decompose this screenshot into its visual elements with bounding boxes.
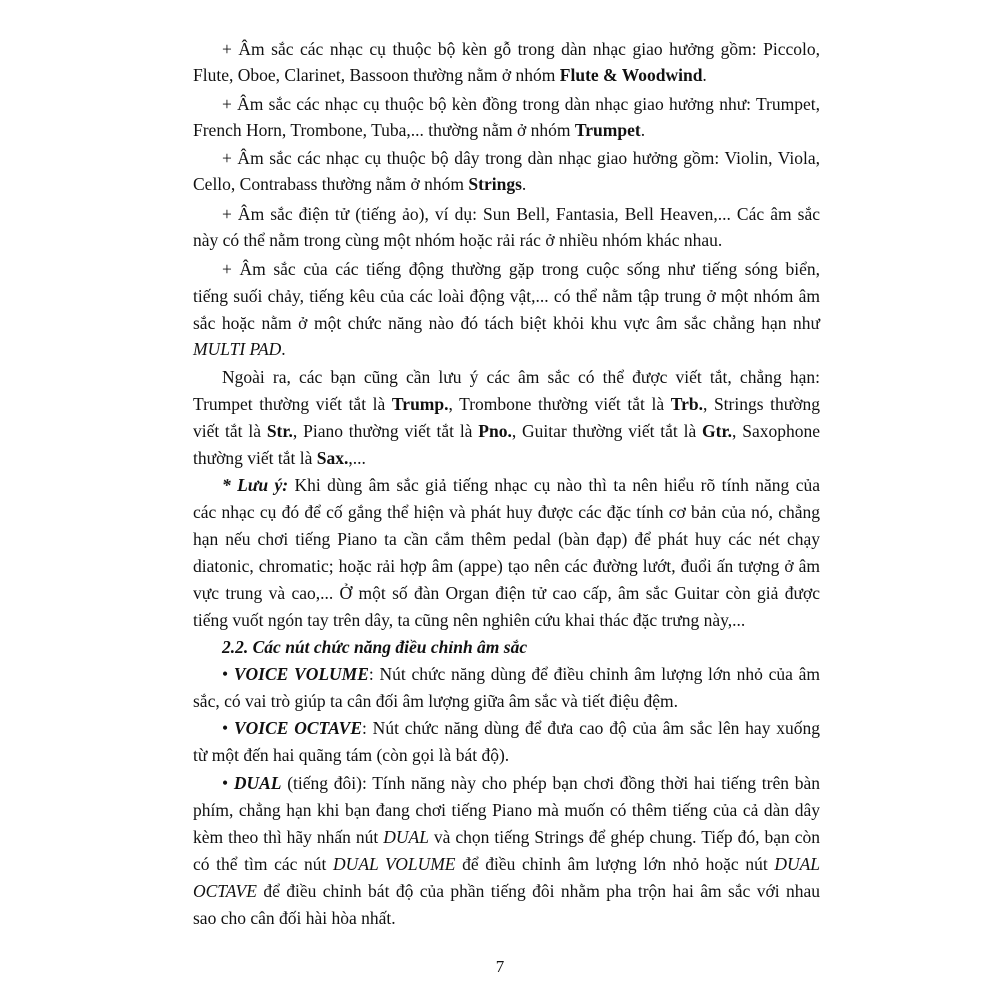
voice-volume-line-1 [222, 661, 820, 687]
bullet-dot: • [222, 664, 234, 684]
effects-bullet-line-3 [193, 310, 820, 336]
dual-line-1 [222, 770, 820, 796]
text-span: . [640, 120, 646, 140]
text-span: + Âm sắc các nhạc cụ thuộc bộ kèn gỗ trong dàn nhạc giao hưởng gồm: Piccolo, [222, 39, 820, 59]
text-span: sao cho cân đối hài hòa nhất. [193, 908, 396, 928]
note-label: * Lưu ý: [222, 475, 289, 495]
bold-term: Gtr. [702, 421, 733, 441]
text-span: tiếng suối chảy, tiếng kêu của các loài động vật,... có thể nằm tập trung ở một nhóm âm [193, 286, 820, 306]
dual-line-2 [193, 797, 820, 823]
text-span: Ngoài ra, các bạn cũng cần lưu ý các âm sắc có thể được viết tắt, chẳng hạn: [222, 367, 820, 387]
text-span: diatonic, chromatic; hoặc rải hợp âm (appe) tạo nên các đường lướt, đuổi ấn tượng ở âm [193, 556, 820, 576]
electronic-bullet-line-1 [222, 201, 820, 227]
strings-bullet-line-1 [222, 145, 820, 171]
dual-line-3 [193, 824, 820, 850]
italic-term: MULTI PAD [193, 339, 282, 359]
dual-line-4 [193, 851, 820, 877]
abbrev-paragraph-line-2 [193, 391, 820, 417]
text-span: Cello, Contrabass thường nằm ở nhóm [193, 174, 469, 194]
text-span: này có thể nằm trong cùng một nhóm hoặc rải rác ở nhiều nhóm khác nhau. [193, 230, 723, 250]
italic-term: DUAL VOLUME [333, 854, 456, 874]
text-span: vực trung và cao,... Ở một số đàn Organ điện tử cao cấp, âm sắc Guitar còn giả được [193, 583, 820, 603]
text-span: ,... [348, 448, 366, 468]
text-span: + Âm sắc của các tiếng động thường gặp trong cuộc sống như tiếng sóng biển, [222, 259, 820, 279]
note-paragraph-line-5 [193, 580, 820, 606]
bold-term: Trb. [670, 394, 703, 414]
woodwind-bullet-line-2 [193, 62, 820, 88]
text-span: từ một đến hai quãng tám (còn gọi là bát độ). [193, 745, 510, 765]
note-paragraph-line-6 [193, 607, 820, 633]
text-span: phím, chẳng hạn khi bạn đang chơi tiếng Piano mà muốn có thêm tiếng của cả dàn dây [193, 800, 820, 820]
function-name: DUAL [233, 773, 282, 793]
electronic-bullet-line-2 [193, 227, 820, 253]
text-span: Flute, Oboe, Clarinet, Bassoon thường nằm ở nhóm [193, 65, 560, 85]
text-span: có thể tìm các nút [193, 854, 334, 874]
text-span: . [521, 174, 527, 194]
note-paragraph-line-2 [193, 499, 820, 525]
text-span: hạn nếu chơi tiếng Piano ta cần cắm thêm pedal (bàn đạp) để phát huy các nét chạy [193, 529, 820, 549]
function-name: VOICE OCTAVE [233, 718, 362, 738]
text-span: + Âm sắc các nhạc cụ thuộc bộ kèn đồng trong dàn nhạc giao hưởng như: Trumpet, [222, 94, 820, 114]
italic-term: DUAL [774, 854, 821, 874]
text-span: các nhạc cụ đó để cố gắng thể hiện và phát huy được các đặc tính cơ bản của nó, chẳng [193, 502, 820, 522]
dual-line-6 [193, 905, 820, 931]
text-span: + Âm sắc các nhạc cụ thuộc bộ dây trong dàn nhạc giao hưởng gồm: Violin, Viola, [222, 148, 820, 168]
text-span: viết tắt là [193, 421, 267, 441]
text-span: Trumpet thường viết tắt là [193, 394, 392, 414]
text-span: (tiếng đôi): Tính năng này cho phép bạn chơi đồng thời hai tiếng trên bàn [281, 773, 820, 793]
dual-line-5 [193, 878, 820, 904]
text-span: : Nút chức năng dùng để đưa cao độ của âm sắc lên hay xuống [362, 718, 821, 738]
bold-term: Trump. [391, 394, 449, 414]
bullet-dot: • [222, 718, 234, 738]
bold-term: Str. [266, 421, 293, 441]
brass-bullet-line-2 [193, 117, 820, 143]
text-span: để điều chỉnh bát độ của phần tiếng đôi nhằm pha trộn hai âm sắc với nhau [256, 881, 820, 901]
bold-term: Pno. [478, 421, 512, 441]
text-span: : Nút chức năng dùng để điều chỉnh âm lượng lớn nhỏ của âm [368, 664, 820, 684]
text-span: , Trombone thường viết tắt là [448, 394, 671, 414]
text-span: . [702, 65, 707, 85]
italic-term: OCTAVE [193, 881, 257, 901]
text-span: sắc hoặc nằm ở một chức năng nào đó tách biệt khỏi khu vực âm sắc chẳng hạn như [193, 313, 820, 333]
woodwind-bullet-line-1 [222, 36, 820, 62]
effects-bullet-line-2 [193, 283, 820, 309]
text-span: Khi dùng âm sắc giả tiếng nhạc cụ nào thì ta nên hiểu rõ tính năng của [288, 475, 820, 495]
text-span: , Piano thường viết tắt là [292, 421, 479, 441]
bold-term: Flute & Woodwind [559, 65, 703, 85]
function-name: VOICE VOLUME [233, 664, 369, 684]
page-number: 7 [495, 957, 505, 976]
brass-bullet-line-1 [222, 91, 820, 117]
text-span: kèm theo thì hãy nhấn nút [193, 827, 384, 847]
text-span: . [281, 339, 286, 359]
bold-term: Strings [468, 174, 522, 194]
text-span: 2.2. Các nút chức năng điều chỉnh âm sắc [222, 637, 528, 657]
section-heading [222, 634, 820, 660]
voice-octave-line-2 [193, 742, 820, 768]
bold-term: Trumpet [574, 120, 641, 140]
text-span: + Âm sắc điện tử (tiếng ảo), ví dụ: Sun Bell, Fantasia, Bell Heaven,... Các âm sắc [222, 204, 820, 224]
text-span: , Guitar thường viết tắt là [511, 421, 703, 441]
text-span: , Saxophone [732, 421, 820, 441]
text-span: để điều chỉnh âm lượng lớn nhỏ hoặc nút [455, 854, 775, 874]
voice-octave-line-1 [222, 715, 820, 741]
voice-volume-line-2 [193, 688, 820, 714]
strings-bullet-line-2 [193, 171, 820, 197]
effects-bullet-line-4 [193, 336, 820, 362]
text-span: sắc, có vai trò giúp ta cân đối âm lượng giữa âm sắc và tiết điệu đệm. [193, 691, 679, 711]
text-span: , Strings thường [702, 394, 820, 414]
bullet-dot: • [222, 773, 234, 793]
note-paragraph-line-1 [222, 472, 820, 498]
text-span: và chọn tiếng Strings để ghép chung. Tiếp đó, bạn còn [428, 827, 820, 847]
abbrev-paragraph-line-1 [222, 364, 820, 390]
italic-term: DUAL [383, 827, 429, 847]
note-paragraph-line-4 [193, 553, 820, 579]
abbrev-paragraph-line-4 [193, 445, 820, 471]
abbrev-paragraph-line-3 [193, 418, 820, 444]
effects-bullet-line-1 [222, 256, 820, 282]
text-span: tiếng vuốt ngón tay trên dây, ta cũng nên nghiên cứu khai thác đặc trưng này,... [193, 610, 746, 630]
note-paragraph-line-3 [193, 526, 820, 552]
text-span: French Horn, Trombone, Tuba,... thường nằm ở nhóm [193, 120, 575, 140]
text-span: thường viết tắt là [193, 448, 317, 468]
bold-term: Sax. [316, 448, 349, 468]
